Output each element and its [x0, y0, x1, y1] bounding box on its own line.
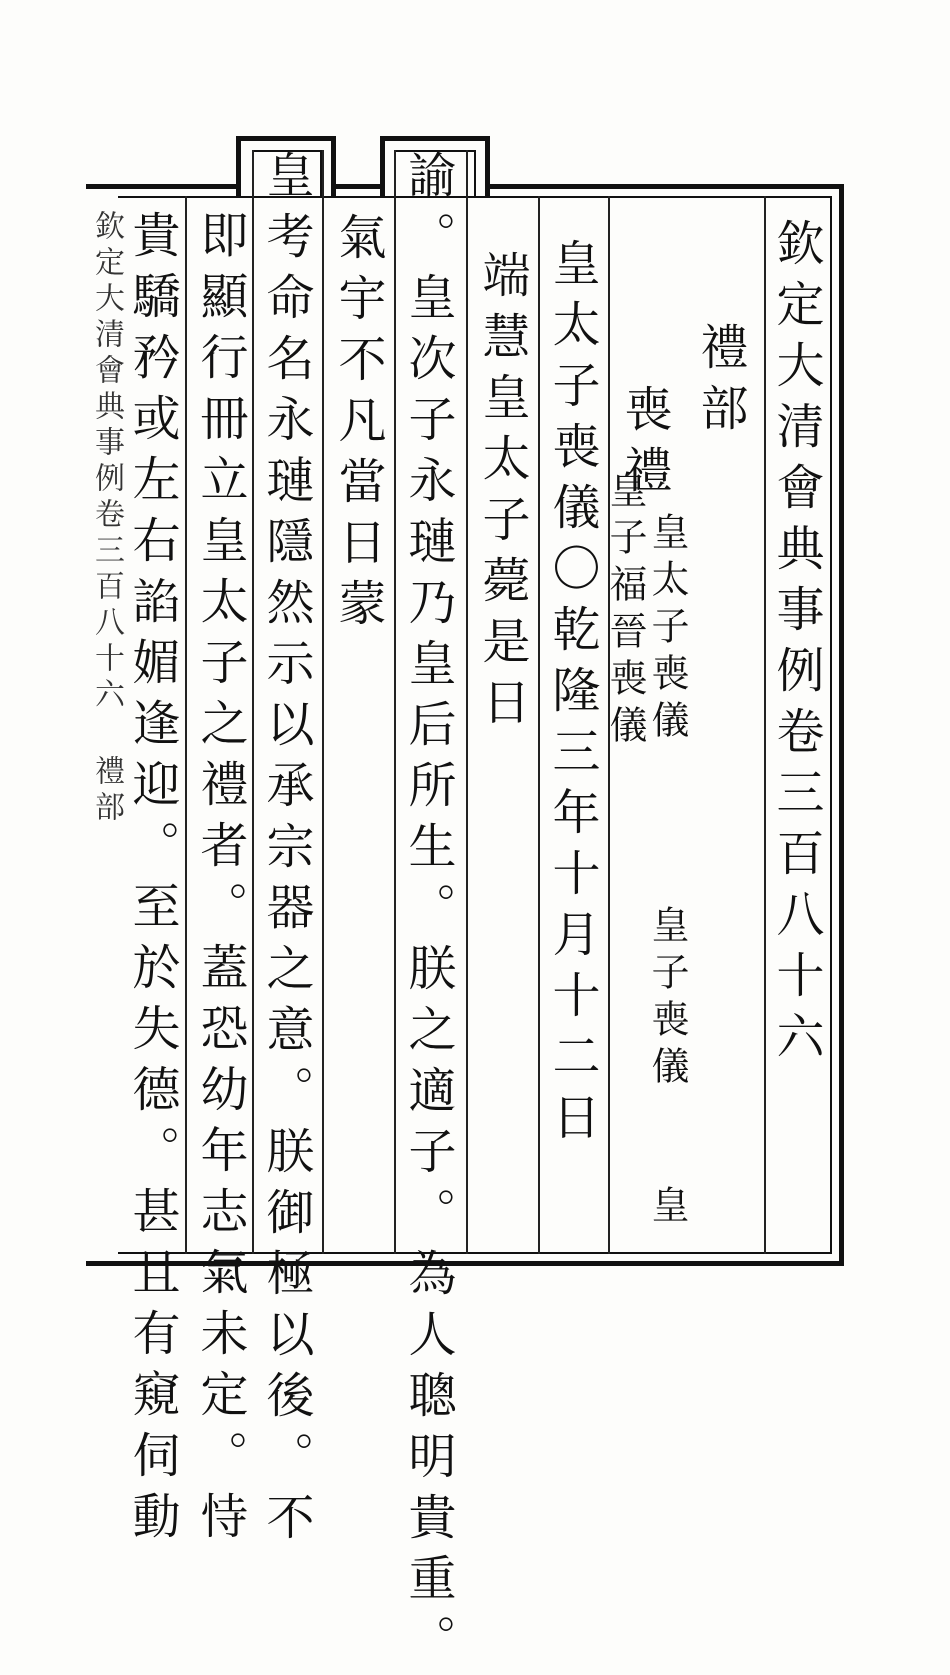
edict-column-4: 即顯行冊立皇太子之禮者。蓋恐幼年志氣未定。恃 [192, 210, 248, 1552]
department-heading: 禮部 [692, 322, 748, 444]
column-rule [394, 150, 396, 1254]
subtopic-continued: 皇 [645, 1185, 689, 1232]
column-rule [252, 150, 254, 1254]
column-rule [322, 150, 324, 1254]
entry-line: 皇太子喪儀〇乾隆三年十月十二日 [544, 238, 600, 1153]
subtopic-consort: 皇子福晉喪儀 [603, 470, 647, 752]
column-rule [185, 196, 187, 1254]
column-rule [466, 150, 468, 1254]
edict-column-5: 貴驕矜或左右諂媚逢迎。至於失德。甚且有窺伺動 [124, 210, 180, 1552]
subtopic-crown-prince: 皇太子喪儀 [645, 512, 689, 747]
posthumous-title: 端慧皇太子薨是日 [474, 250, 530, 738]
edict-column-3: 皇考命名永璉隱然示以承宗器之意。朕御極以後。不 [258, 150, 314, 1553]
subtopic-prince: 皇子喪儀 [645, 905, 689, 1093]
volume-title: 欽定大清會典事例卷三百八十六 [768, 218, 824, 1072]
section-heading: 喪禮 [616, 384, 672, 506]
edict-column-2: 氣宇不凡當日蒙 [330, 212, 386, 639]
column-rule [538, 196, 540, 1254]
column-rule [764, 196, 766, 1254]
margin-label: 欽定大清會典事例卷三百八十六 禮部 [89, 210, 124, 827]
edict-column-1: 諭。皇次子永璉乃皇后所生。朕之適子。為人聰明貴重。 [400, 150, 456, 1675]
